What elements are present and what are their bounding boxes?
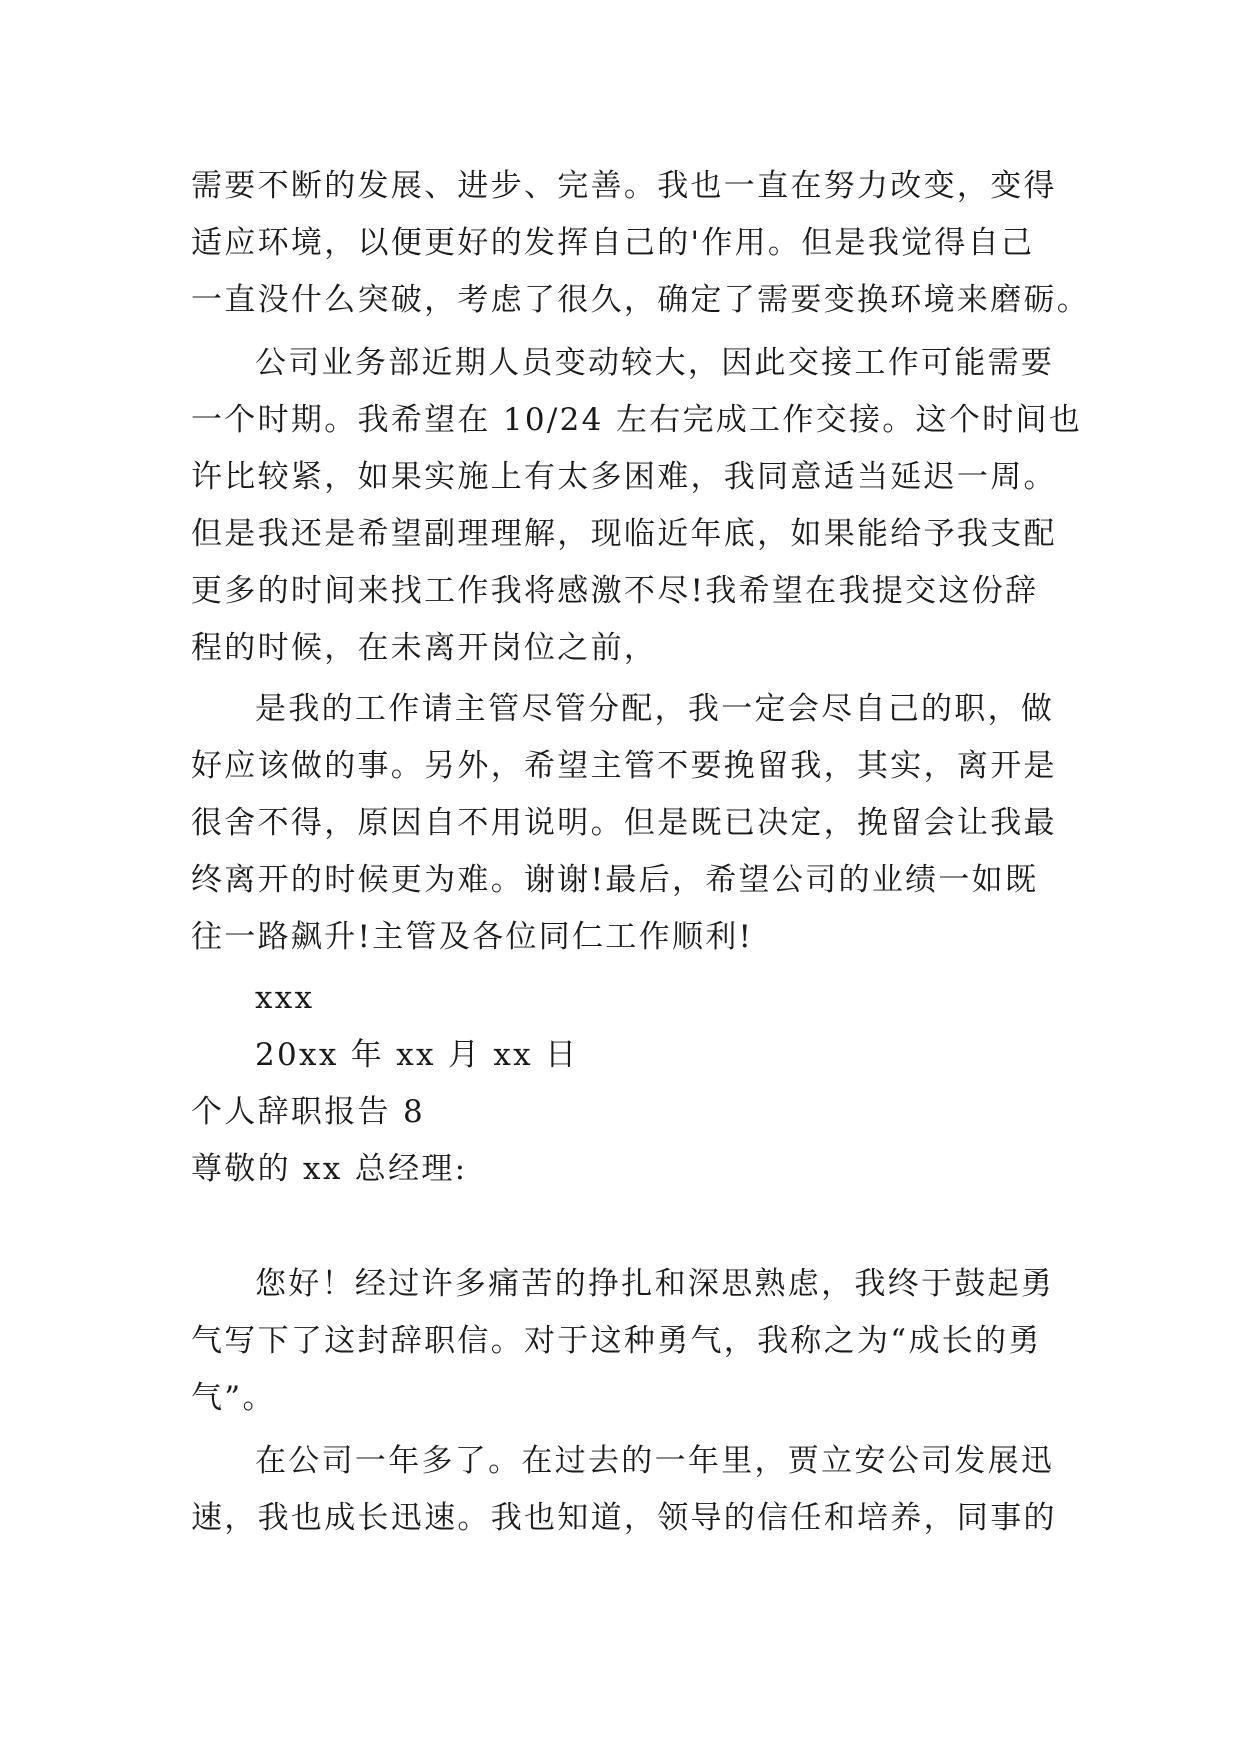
signature-date: 20xx 年 xx 月 xx 日 bbox=[255, 1037, 579, 1073]
paragraph-start-line: 在公司一年多了。在过去的一年里，贾立安公司发展迅 bbox=[255, 1443, 1055, 1479]
body-line: 速，我也成长迅速。我也知道，领导的信任和培养，同事的 bbox=[191, 1500, 1057, 1536]
paragraph-start-line: 公司业务部近期人员变动较大，因此交接工作可能需要 bbox=[255, 345, 1055, 381]
body-line: 更多的时间来找工作我将感激不尽!我希望在我提交这份辞 bbox=[191, 573, 1039, 609]
body-line: 气写下了这封辞职信。对于这种勇气，我称之为“成长的勇 bbox=[191, 1323, 1042, 1359]
body-line: 一直没什么突破，考虑了很久，确定了需要变换环境来磨砺。 bbox=[191, 282, 1091, 318]
body-line: 很舍不得，原因自不用说明。但是既已决定，挽留会让我最 bbox=[191, 805, 1057, 841]
paragraph-start-line: 您好！经过许多痛苦的挣扎和深思熟虑，我终于鼓起勇 bbox=[255, 1266, 1055, 1302]
body-line: 许比较紧，如果实施上有太多困难，我同意适当延迟一周。 bbox=[191, 459, 1057, 495]
body-line: 但是我还是希望副理理解，现临近年底，如果能给予我支配 bbox=[191, 516, 1057, 552]
body-line: 往一路飙升!主管及各位同仁工作顺利! bbox=[191, 919, 754, 955]
body-line: 气”。 bbox=[191, 1380, 276, 1416]
body-line: 终离开的时候更为难。谢谢!最后，希望公司的业绩一如既 bbox=[191, 862, 1039, 898]
body-line: 需要不断的发展、进步、完善。我也一直在努力改变，变得 bbox=[191, 168, 1057, 204]
body-line: 适应环境，以便更好的发挥自己的'作用。但是我觉得自己 bbox=[191, 225, 1035, 261]
paragraph-start-line: 是我的工作请主管尽管分配，我一定会尽自己的职，做 bbox=[255, 691, 1055, 727]
body-line: 好应该做的事。另外，希望主管不要挽留我，其实，离开是 bbox=[191, 748, 1057, 784]
signature-name: xxx bbox=[255, 980, 315, 1016]
salutation: 尊敬的 xx 总经理: bbox=[191, 1151, 468, 1187]
body-line: 一个时期。我希望在 10/24 左右完成工作交接。这个时间也 bbox=[191, 402, 1083, 438]
body-line: 程的时候，在未离开岗位之前， bbox=[191, 630, 658, 666]
section-title: 个人辞职报告 8 bbox=[191, 1094, 425, 1130]
